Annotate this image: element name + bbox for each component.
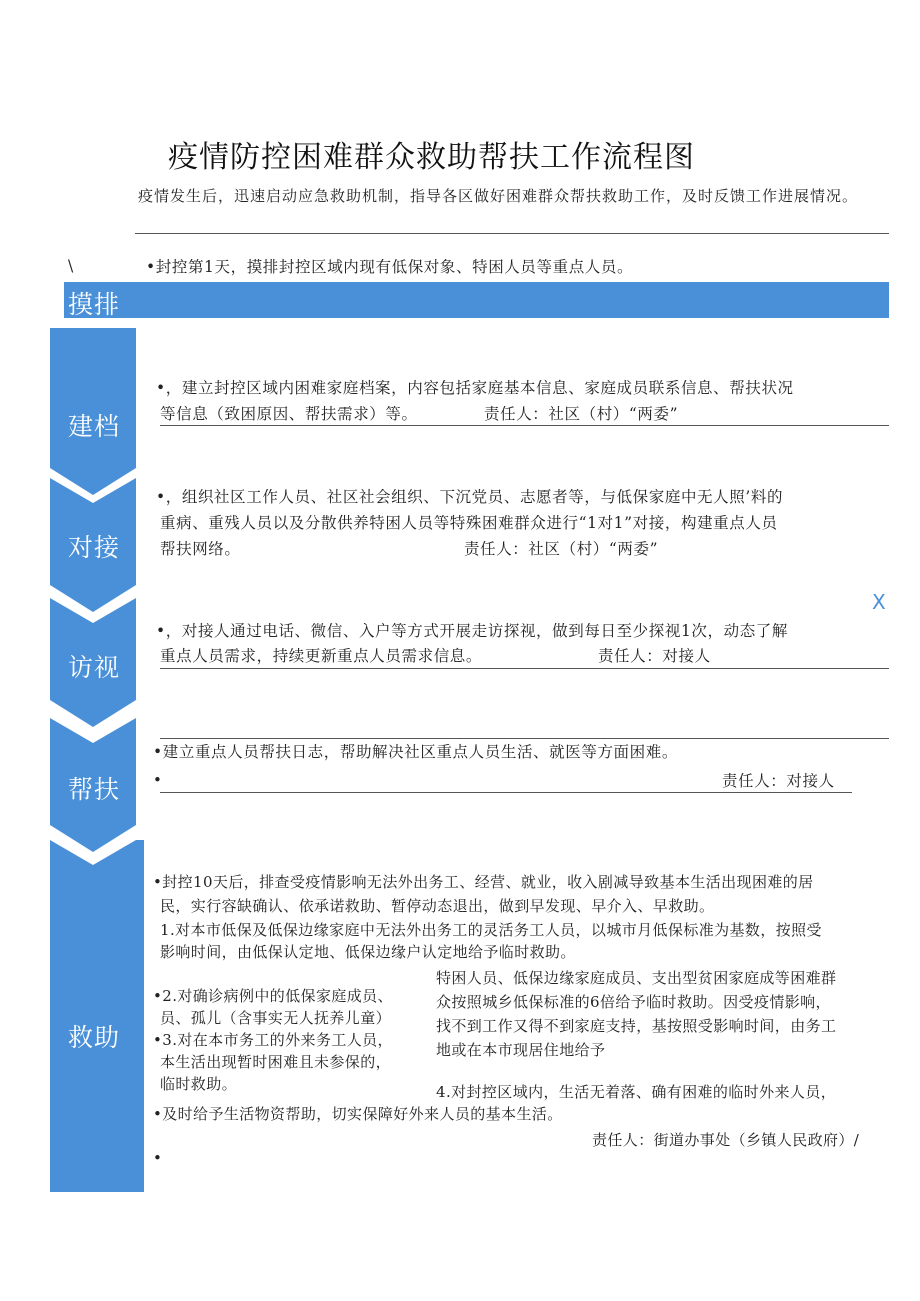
jiuzhu-right-line4: 地或在本市现居住地给予 [436, 1041, 606, 1059]
backslash-mark: \ [68, 257, 74, 275]
jiuzhu-left-line4: 本生活出现暂时困难且未参保的， [160, 1053, 392, 1071]
stage-label-jiandang: 建档 [68, 412, 121, 441]
jiuzhu-p4-line2: •及时给予生活物资帮助，切实保障好外来人员的基本生活。 [153, 1105, 563, 1123]
jiuzhu-bar-extension [136, 840, 144, 1192]
duijie-text-line2: 重病、重残人员以及分散供养特困人员等特殊困难群众进行“1对1”对接，构建重点人员 [160, 514, 778, 532]
jiuzhu-responsible: 责任人：街道办事处（乡镇人民政府）/ [592, 1131, 860, 1149]
x-mark: X [872, 590, 886, 614]
stage-label-bangfu: 帮扶 [68, 775, 121, 804]
jiuzhu-p2-line2: 影响时间，由低保认定地、低保边缘户认定地给予临时救助。 [160, 943, 576, 961]
bangfu-text-line1: •建立重点人员帮扶日志，帮助解决社区重点人员生活、就医等方面困难。 [153, 743, 678, 761]
stage-label-jiuzhu: 救助 [68, 1023, 121, 1052]
fangshi-text-line1: •，对接人通过电话、微信、入户等方式开展走访探视，做到每日至少探视1次，动态了解 [156, 622, 789, 640]
stage-label-moupai: 摸排 [68, 290, 121, 319]
stage-label-duijie: 对接 [68, 533, 121, 562]
jiandang-text-line1: •，建立封控区域内困难家庭档案，内容包括家庭基本信息、家庭成员联系信息、帮扶状况 [156, 379, 794, 397]
jiuzhu-end-bullet: • [153, 1149, 163, 1167]
bangfu-bottom-divider [160, 792, 852, 793]
fangshi-text-line2: 重点人员需求，持续更新重点人员需求信息。 [160, 647, 483, 665]
duijie-responsible: 责任人：社区（村）“两委” [464, 540, 659, 558]
jiuzhu-p2-line1: 1.对本市低保及低保边缘家庭中无法外出务工的灵活务工人员，以城市月低保标准为基数，按照受 [160, 921, 822, 939]
jiuzhu-p1-line1: •封控10天后，排查受疫情影响无法外出务工、经营、就业，收入剧减导致基本生活出现困难的居 [153, 873, 814, 891]
jiuzhu-left-line5: 临时救助。 [160, 1075, 238, 1093]
fangshi-responsible: 责任人：对接人 [598, 647, 711, 665]
moupai-text: •封控第1天，摸排封控区域内现有低保对象、特困人员等重点人员。 [146, 258, 634, 276]
jiuzhu-bar [50, 840, 136, 1192]
intro-text: 疫情发生后，迅速启动应急救助机制，指导各区做好困难群众帮扶救助工作，及时反馈工作进展情况。 [138, 187, 859, 205]
duijie-text-line1: •，组织社区工作人员、社区社会组织、下沉党员、志愿者等，与低保家庭中无人照’料的 [156, 488, 784, 506]
fangshi-divider [160, 668, 889, 669]
jiandang-text-line2: 等信息（致困原因、帮扶需求）等。 [160, 405, 418, 423]
jiuzhu-p4-line1: 4.对封控区域内，生活无着落、确有困难的临时外来人员， [436, 1083, 837, 1101]
jiuzhu-p1-line2: 民，实行容缺确认、依承诺救助、暂停动态退出，做到早发现、早介入、早救助。 [160, 897, 715, 915]
jiandang-responsible: 责任人：社区（村）“两委” [484, 405, 679, 423]
page-title: 疫情防控困难群众救助帮扶工作流程图 [168, 140, 695, 175]
jiuzhu-right-line1: 特困人员、低保边缘家庭成员、支出型贫困家庭成等困难群 [436, 969, 837, 987]
jiuzhu-left-line1: •2.对确诊病例中的低保家庭成员、 [153, 987, 393, 1005]
bangfu-bullet: • [153, 771, 163, 789]
jiandang-divider [160, 425, 889, 426]
duijie-text-line3: 帮扶网络。 [160, 540, 241, 558]
stage-label-fangshi: 访视 [68, 653, 121, 682]
jiuzhu-left-line3: •3.对在本市务工的外来务工人员， [153, 1031, 393, 1049]
moupai-bar [64, 282, 889, 318]
jiuzhu-right-line3: 找不到工作又得不到家庭支持，基按照受影响时间，由务工 [436, 1017, 837, 1035]
jiuzhu-right-line2: 众按照城乡低保标准的6倍给予临时救助。因受疫情影响， [436, 993, 831, 1011]
jiuzhu-left-line2: 员、孤儿（含事实无人抚养儿童） [160, 1009, 392, 1027]
bangfu-responsible: 责任人：对接人 [722, 772, 835, 790]
